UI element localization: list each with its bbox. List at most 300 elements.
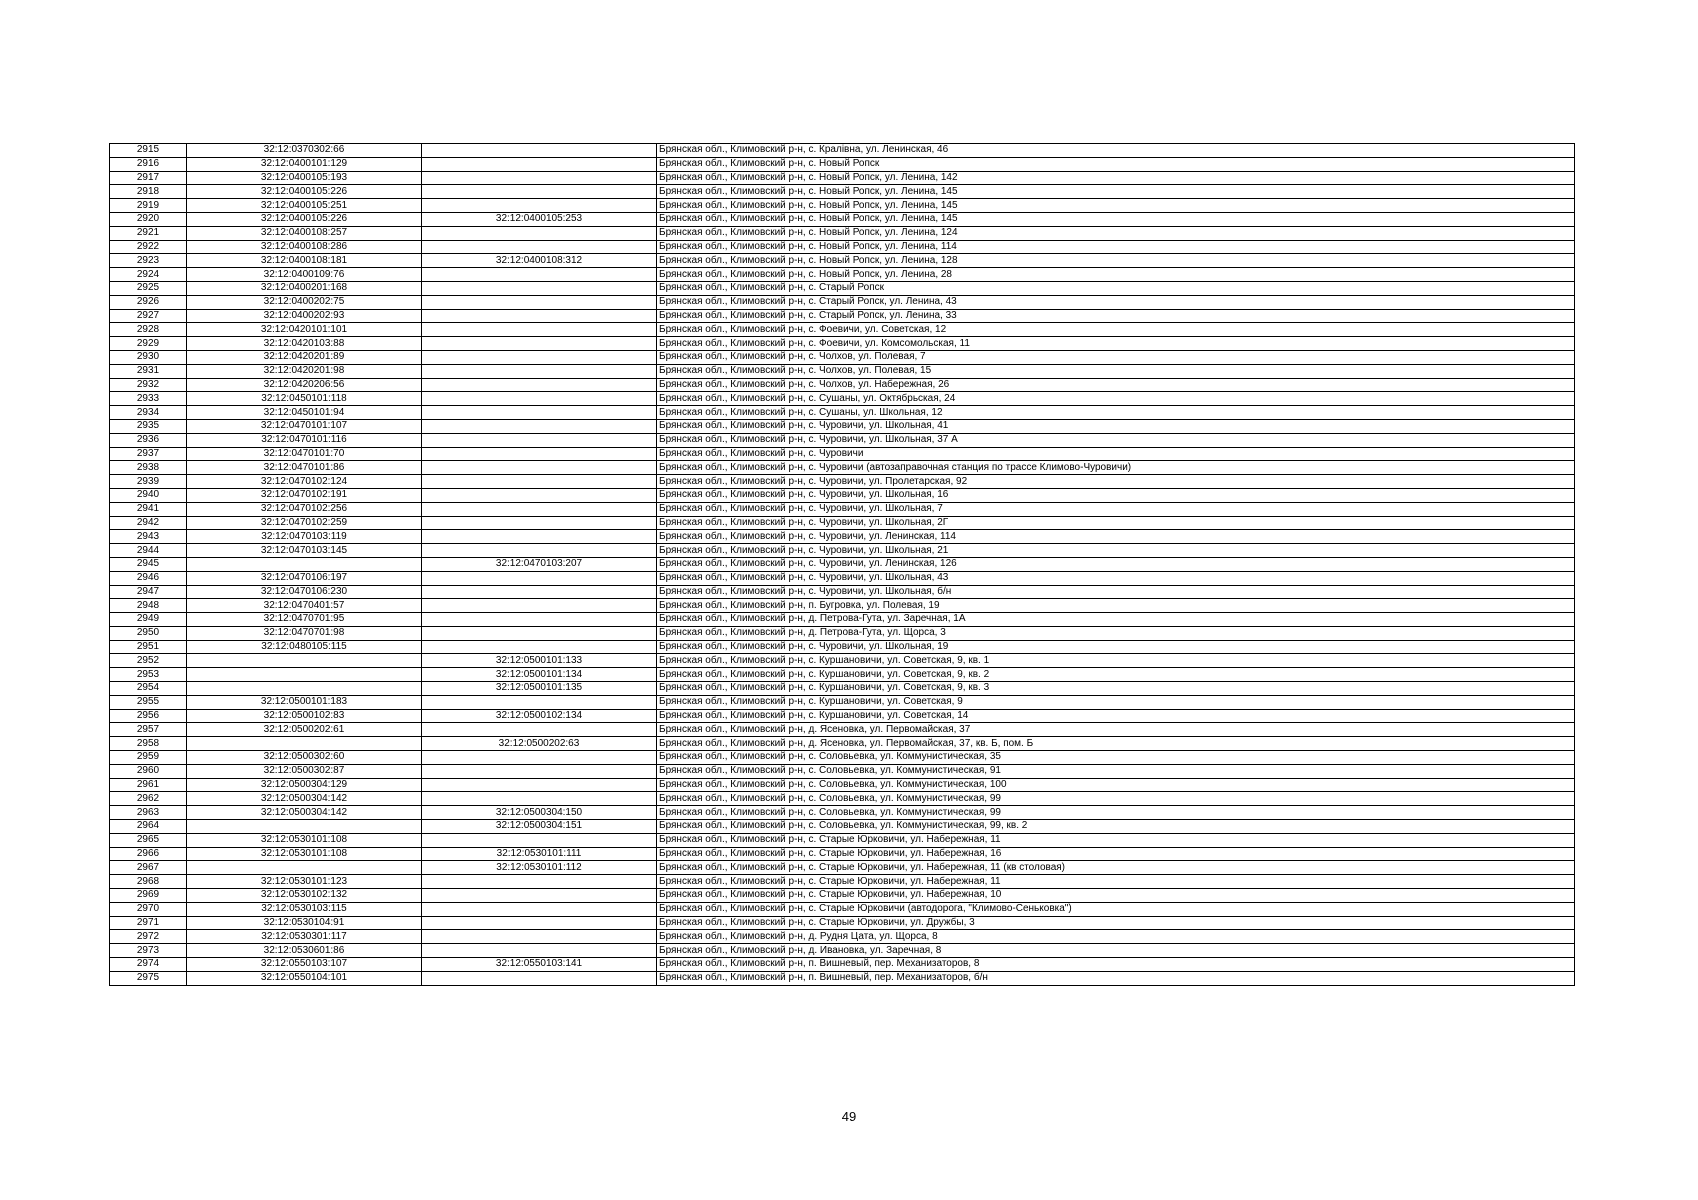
table-row [110,323,1575,337]
row-number-cell: 2973 [110,944,187,958]
address-cell: Брянская обл., Климовский р-н, с. Новый Ропск, ул. Ленина, 145 [657,199,1575,213]
row-number-cell: 2933 [110,392,187,406]
table-row [110,254,1575,268]
address-cell: Брянская обл., Климовский р-н, с. Чуровичи (автозаправочная станция по трассе Климово-Чуровичи) [657,461,1575,475]
linked-cadastral-number-cell [422,751,657,765]
linked-cadastral-number-cell [422,585,657,599]
row-number-cell: 2934 [110,406,187,420]
row-number-cell: 2942 [110,516,187,530]
linked-cadastral-number-cell [422,640,657,654]
cadastral-number-cell [187,682,422,696]
row-number-cell: 2931 [110,364,187,378]
linked-cadastral-number-cell [422,295,657,309]
linked-cadastral-number-cell [422,268,657,282]
address-cell: Брянская обл., Климовский р-н, с. Соловьевка, ул. Коммунистическая, 100 [657,778,1575,792]
table-row [110,916,1575,930]
address-cell: Брянская обл., Климовский р-н, с. Соловьевка, ул. Коммунистическая, 99 [657,792,1575,806]
cadastral-number-cell: 32:12:0450101:94 [187,406,422,420]
row-number-cell: 2945 [110,557,187,571]
table-row [110,806,1575,820]
address-cell: Брянская обл., Климовский р-н, с. Старые Юрковичи, ул. Набережная, 11 (кв столовая) [657,861,1575,875]
table-row [110,433,1575,447]
address-cell: Брянская обл., Климовский р-н, с. Старые Юрковичи, ул. Набережная, 11 [657,833,1575,847]
cadastral-number-cell: 32:12:0400105:193 [187,171,422,185]
table-row [110,944,1575,958]
cadastral-number-cell [187,654,422,668]
address-cell: Брянская обл., Климовский р-н, д. Петрова-Гута, ул. Заречная, 1А [657,613,1575,627]
table-row [110,185,1575,199]
address-cell: Брянская обл., Климовский р-н, с. Куршановичи, ул. Советская, 9, кв. 1 [657,654,1575,668]
row-number-cell: 2972 [110,930,187,944]
row-number-cell: 2975 [110,971,187,985]
row-number-cell: 2938 [110,461,187,475]
row-number-cell: 2926 [110,295,187,309]
table-row [110,889,1575,903]
row-number-cell: 2950 [110,626,187,640]
table-row [110,571,1575,585]
row-number-cell: 2922 [110,240,187,254]
table-row [110,833,1575,847]
row-number-cell: 2969 [110,889,187,903]
cadastral-number-cell: 32:12:0420101:101 [187,323,422,337]
address-cell: Брянская обл., Климовский р-н, с. Чуровичи, ул. Школьная, 16 [657,488,1575,502]
linked-cadastral-number-cell [422,544,657,558]
address-cell: Брянская обл., Климовский р-н, с. Сушаны, ул. Школьная, 12 [657,406,1575,420]
table-row [110,461,1575,475]
cadastral-number-cell: 32:12:0550104:101 [187,971,422,985]
row-number-cell: 2943 [110,530,187,544]
cadastral-number-cell: 32:12:0400108:257 [187,226,422,240]
linked-cadastral-number-cell [422,516,657,530]
table-row [110,861,1575,875]
address-cell: Брянская обл., Климовский р-н, с. Старые Юрковичи, ул. Набережная, 11 [657,875,1575,889]
linked-cadastral-number-cell [422,199,657,213]
linked-cadastral-number-cell: 32:12:0470103:207 [422,557,657,571]
cadastral-number-cell: 32:12:0470101:116 [187,433,422,447]
linked-cadastral-number-cell [422,930,657,944]
row-number-cell: 2939 [110,475,187,489]
row-number-cell: 2952 [110,654,187,668]
row-number-cell: 2955 [110,695,187,709]
linked-cadastral-number-cell: 32:12:0500304:151 [422,820,657,834]
page-number: 49 [841,1109,857,1124]
row-number-cell: 2974 [110,958,187,972]
address-cell: Брянская обл., Климовский р-н, с. Чуровичи, ул. Школьная, 41 [657,419,1575,433]
address-cell: Брянская обл., Климовский р-н, с. Чуровичи, ул. Школьная, б/н [657,585,1575,599]
address-cell: Брянская обл., Климовский р-н, с. Куршановичи, ул. Советская, 14 [657,709,1575,723]
linked-cadastral-number-cell [422,488,657,502]
table-row [110,337,1575,351]
row-number-cell: 2920 [110,212,187,226]
cadastral-number-cell: 32:12:0470101:86 [187,461,422,475]
linked-cadastral-number-cell [422,240,657,254]
cadastral-number-cell [187,737,422,751]
address-cell: Брянская обл., Климовский р-н, с. Чуровичи, ул. Школьная, 21 [657,544,1575,558]
cadastral-number-cell: 32:12:0400202:75 [187,295,422,309]
table-row [110,378,1575,392]
cadastral-number-cell: 32:12:0530101:108 [187,847,422,861]
linked-cadastral-number-cell: 32:12:0550103:141 [422,958,657,972]
table-row [110,350,1575,364]
linked-cadastral-number-cell: 32:12:0500304:150 [422,806,657,820]
cadastral-number-cell: 32:12:0500102:83 [187,709,422,723]
row-number-cell: 2935 [110,419,187,433]
registry-table-body [110,144,1575,986]
address-cell: Брянская обл., Климовский р-н, д. Петрова-Гута, ул. Щорса, 3 [657,626,1575,640]
table-row [110,668,1575,682]
address-cell: Брянская обл., Климовский р-н, с. Куршановичи, ул. Советская, 9, кв. 2 [657,668,1575,682]
cadastral-number-cell: 32:12:0500302:87 [187,764,422,778]
table-row [110,502,1575,516]
address-cell: Брянская обл., Климовский р-н, д. Ивановка, ул. Заречная, 8 [657,944,1575,958]
address-cell: Брянская обл., Климовский р-н, с. Куршановичи, ул. Советская, 9 [657,695,1575,709]
row-number-cell: 2957 [110,723,187,737]
address-cell: Брянская обл., Климовский р-н, с. Чуровичи, ул. Школьная, 43 [657,571,1575,585]
table-row [110,419,1575,433]
cadastral-number-cell: 32:12:0530101:108 [187,833,422,847]
table-row [110,778,1575,792]
address-cell: Брянская обл., Климовский р-н, с. Соловьевка, ул. Коммунистическая, 99, кв. 2 [657,820,1575,834]
address-cell: Брянская обл., Климовский р-н, с. Старый Ропск, ул. Ленина, 43 [657,295,1575,309]
table-row [110,640,1575,654]
cadastral-number-cell: 32:12:0470106:230 [187,585,422,599]
address-cell: Брянская обл., Климовский р-н, с. Чуровичи, ул. Школьная, 37 А [657,433,1575,447]
cadastral-number-cell: 32:12:0470102:191 [187,488,422,502]
table-row [110,544,1575,558]
linked-cadastral-number-cell [422,144,657,158]
table-row [110,682,1575,696]
table-row [110,144,1575,158]
linked-cadastral-number-cell [422,916,657,930]
cadastral-number-cell: 32:12:0480105:115 [187,640,422,654]
row-number-cell: 2924 [110,268,187,282]
cadastral-number-cell: 32:12:0530103:115 [187,902,422,916]
cadastral-number-cell: 32:12:0400109:76 [187,268,422,282]
registry-table [109,143,1575,986]
cadastral-number-cell: 32:12:0500202:61 [187,723,422,737]
address-cell: Брянская обл., Климовский р-н, с. Новый Ропск, ул. Ленина, 128 [657,254,1575,268]
table-row [110,226,1575,240]
address-cell: Брянская обл., Климовский р-н, с. Соловьевка, ул. Коммунистическая, 35 [657,751,1575,765]
table-row [110,958,1575,972]
table-row [110,157,1575,171]
table-row [110,792,1575,806]
cadastral-number-cell: 32:12:0370302:66 [187,144,422,158]
row-number-cell: 2968 [110,875,187,889]
row-number-cell: 2959 [110,751,187,765]
linked-cadastral-number-cell [422,323,657,337]
linked-cadastral-number-cell: 32:12:0500101:134 [422,668,657,682]
linked-cadastral-number-cell [422,378,657,392]
row-number-cell: 2921 [110,226,187,240]
address-cell: Брянская обл., Климовский р-н, п. Бугровка, ул. Полевая, 19 [657,599,1575,613]
cadastral-number-cell: 32:12:0530102:132 [187,889,422,903]
cadastral-number-cell: 32:12:0420201:98 [187,364,422,378]
row-number-cell: 2925 [110,281,187,295]
address-cell: Брянская обл., Климовский р-н, с. Старые Юрковичи, ул. Дружбы, 3 [657,916,1575,930]
table-row [110,626,1575,640]
cadastral-number-cell: 32:12:0470101:70 [187,447,422,461]
linked-cadastral-number-cell [422,792,657,806]
linked-cadastral-number-cell: 32:12:0400108:312 [422,254,657,268]
table-row [110,723,1575,737]
address-cell: Брянская обл., Климовский р-н, с. Чуровичи, ул. Школьная, 19 [657,640,1575,654]
linked-cadastral-number-cell: 32:12:0500102:134 [422,709,657,723]
linked-cadastral-number-cell [422,778,657,792]
row-number-cell: 2946 [110,571,187,585]
row-number-cell: 2961 [110,778,187,792]
cadastral-number-cell: 32:12:0400201:168 [187,281,422,295]
table-row [110,212,1575,226]
row-number-cell: 2949 [110,613,187,627]
row-number-cell: 2953 [110,668,187,682]
cadastral-number-cell: 32:12:0400101:129 [187,157,422,171]
row-number-cell: 2930 [110,350,187,364]
row-number-cell: 2928 [110,323,187,337]
linked-cadastral-number-cell [422,502,657,516]
address-cell: Брянская обл., Климовский р-н, с. Чуровичи, ул. Школьная, 2Г [657,516,1575,530]
table-row [110,751,1575,765]
table-row [110,447,1575,461]
address-cell: Брянская обл., Климовский р-н, с. Чуровичи, ул. Ленинская, 126 [657,557,1575,571]
address-cell: Брянская обл., Климовский р-н, с. Чуровичи, ул. Школьная, 7 [657,502,1575,516]
cadastral-number-cell [187,861,422,875]
table-row [110,392,1575,406]
row-number-cell: 2940 [110,488,187,502]
cadastral-number-cell: 32:12:0500304:142 [187,806,422,820]
address-cell: Брянская обл., Климовский р-н, с. Чолхов, ул. Набережная, 26 [657,378,1575,392]
address-cell: Брянская обл., Климовский р-н, с. Кралівна, ул. Ленинская, 46 [657,144,1575,158]
row-number-cell: 2960 [110,764,187,778]
cadastral-number-cell: 32:12:0470401:57 [187,599,422,613]
linked-cadastral-number-cell [422,475,657,489]
linked-cadastral-number-cell [422,281,657,295]
linked-cadastral-number-cell: 32:12:0530101:112 [422,861,657,875]
table-row [110,557,1575,571]
address-cell: Брянская обл., Климовский р-н, п. Вишневый, пер. Механизаторов, б/н [657,971,1575,985]
address-cell: Брянская обл., Климовский р-н, с. Чуровичи, ул. Ленинская, 114 [657,530,1575,544]
table-row [110,488,1575,502]
cadastral-number-cell: 32:12:0530301:117 [187,930,422,944]
linked-cadastral-number-cell [422,447,657,461]
linked-cadastral-number-cell: 32:12:0500101:135 [422,682,657,696]
linked-cadastral-number-cell [422,889,657,903]
table-row [110,820,1575,834]
row-number-cell: 2967 [110,861,187,875]
table-row [110,654,1575,668]
cadastral-number-cell: 32:12:0420201:89 [187,350,422,364]
cadastral-number-cell: 32:12:0470102:259 [187,516,422,530]
row-number-cell: 2965 [110,833,187,847]
row-number-cell: 2954 [110,682,187,696]
cadastral-number-cell: 32:12:0400108:181 [187,254,422,268]
cadastral-number-cell: 32:12:0470103:119 [187,530,422,544]
linked-cadastral-number-cell [422,171,657,185]
table-row [110,613,1575,627]
address-cell: Брянская обл., Климовский р-н, с. Новый Ропск, ул. Ленина, 124 [657,226,1575,240]
linked-cadastral-number-cell [422,723,657,737]
table-row [110,737,1575,751]
row-number-cell: 2962 [110,792,187,806]
address-cell: Брянская обл., Климовский р-н, с. Новый Ропск, ул. Ленина, 114 [657,240,1575,254]
table-row [110,875,1575,889]
row-number-cell: 2944 [110,544,187,558]
cadastral-number-cell: 32:12:0470103:145 [187,544,422,558]
address-cell: Брянская обл., Климовский р-н, с. Фоевичи, ул. Советская, 12 [657,323,1575,337]
address-cell: Брянская обл., Климовский р-н, с. Чолхов, ул. Полевая, 7 [657,350,1575,364]
cadastral-number-cell: 32:12:0470101:107 [187,419,422,433]
linked-cadastral-number-cell [422,461,657,475]
linked-cadastral-number-cell: 32:12:0530101:111 [422,847,657,861]
linked-cadastral-number-cell [422,833,657,847]
row-number-cell: 2947 [110,585,187,599]
row-number-cell: 2964 [110,820,187,834]
table-row [110,764,1575,778]
table-row [110,309,1575,323]
linked-cadastral-number-cell [422,530,657,544]
row-number-cell: 2927 [110,309,187,323]
linked-cadastral-number-cell [422,337,657,351]
table-row [110,695,1575,709]
table-row [110,585,1575,599]
address-cell: Брянская обл., Климовский р-н, с. Старые Юрковичи, ул. Набережная, 16 [657,847,1575,861]
linked-cadastral-number-cell [422,902,657,916]
table-row [110,268,1575,282]
linked-cadastral-number-cell [422,695,657,709]
address-cell: Брянская обл., Климовский р-н, с. Старый Ропск [657,281,1575,295]
row-number-cell: 2918 [110,185,187,199]
address-cell: Брянская обл., Климовский р-н, с. Старые Юрковичи (автодорога, "Климово-Сеньковка") [657,902,1575,916]
cadastral-number-cell [187,820,422,834]
cadastral-number-cell: 32:12:0420103:88 [187,337,422,351]
row-number-cell: 2971 [110,916,187,930]
address-cell: Брянская обл., Климовский р-н, с. Чолхов, ул. Полевая, 15 [657,364,1575,378]
table-row [110,530,1575,544]
cadastral-number-cell: 32:12:0400105:226 [187,212,422,226]
address-cell: Брянская обл., Климовский р-н, с. Чуровичи [657,447,1575,461]
cadastral-number-cell: 32:12:0550103:107 [187,958,422,972]
cadastral-number-cell: 32:12:0470106:197 [187,571,422,585]
address-cell: Брянская обл., Климовский р-н, с. Соловьевка, ул. Коммунистическая, 99 [657,806,1575,820]
linked-cadastral-number-cell [422,599,657,613]
table-row [110,406,1575,420]
linked-cadastral-number-cell [422,157,657,171]
linked-cadastral-number-cell [422,433,657,447]
row-number-cell: 2923 [110,254,187,268]
address-cell: Брянская обл., Климовский р-н, с. Новый Ропск, ул. Ленина, 145 [657,185,1575,199]
linked-cadastral-number-cell [422,309,657,323]
cadastral-number-cell: 32:12:0470102:124 [187,475,422,489]
linked-cadastral-number-cell [422,185,657,199]
linked-cadastral-number-cell [422,406,657,420]
linked-cadastral-number-cell [422,392,657,406]
row-number-cell: 2948 [110,599,187,613]
linked-cadastral-number-cell [422,226,657,240]
table-row [110,599,1575,613]
linked-cadastral-number-cell [422,944,657,958]
row-number-cell: 2932 [110,378,187,392]
address-cell: Брянская обл., Климовский р-н, с. Старый Ропск, ул. Ленина, 33 [657,309,1575,323]
linked-cadastral-number-cell [422,419,657,433]
row-number-cell: 2966 [110,847,187,861]
cadastral-number-cell: 32:12:0500304:142 [187,792,422,806]
linked-cadastral-number-cell [422,875,657,889]
table-row [110,516,1575,530]
linked-cadastral-number-cell [422,350,657,364]
table-row [110,199,1575,213]
cadastral-number-cell: 32:12:0470701:98 [187,626,422,640]
table-row [110,364,1575,378]
cadastral-number-cell: 32:12:0530101:123 [187,875,422,889]
table-row [110,240,1575,254]
address-cell: Брянская обл., Климовский р-н, п. Вишневый, пер. Механизаторов, 8 [657,958,1575,972]
address-cell: Брянская обл., Климовский р-н, с. Новый Ропск, ул. Ленина, 28 [657,268,1575,282]
row-number-cell: 2917 [110,171,187,185]
address-cell: Брянская обл., Климовский р-н, д. Ясеновка, ул. Первомайская, 37, кв. Б, пом. Б [657,737,1575,751]
table-row [110,902,1575,916]
address-cell: Брянская обл., Климовский р-н, с. Соловьевка, ул. Коммунистическая, 91 [657,764,1575,778]
row-number-cell: 2951 [110,640,187,654]
linked-cadastral-number-cell: 32:12:0500101:133 [422,654,657,668]
address-cell: Брянская обл., Климовский р-н, с. Куршановичи, ул. Советская, 9, кв. 3 [657,682,1575,696]
row-number-cell: 2919 [110,199,187,213]
linked-cadastral-number-cell [422,626,657,640]
cadastral-number-cell: 32:12:0400108:286 [187,240,422,254]
address-cell: Брянская обл., Климовский р-н, с. Новый Ропск, ул. Ленина, 142 [657,171,1575,185]
cadastral-number-cell: 32:12:0470102:256 [187,502,422,516]
table-row [110,295,1575,309]
linked-cadastral-number-cell [422,364,657,378]
linked-cadastral-number-cell [422,764,657,778]
linked-cadastral-number-cell [422,613,657,627]
row-number-cell: 2936 [110,433,187,447]
row-number-cell: 2941 [110,502,187,516]
cadastral-number-cell: 32:12:0450101:118 [187,392,422,406]
address-cell: Брянская обл., Климовский р-н, с. Старые Юрковичи, ул. Набережная, 10 [657,889,1575,903]
row-number-cell: 2963 [110,806,187,820]
cadastral-number-cell: 32:12:0530104:91 [187,916,422,930]
row-number-cell: 2915 [110,144,187,158]
table-row [110,281,1575,295]
cadastral-number-cell: 32:12:0500302:60 [187,751,422,765]
cadastral-number-cell [187,668,422,682]
cadastral-number-cell: 32:12:0400105:226 [187,185,422,199]
table-row [110,475,1575,489]
address-cell: Брянская обл., Климовский р-н, д. Рудня Цата, ул. Щорса, 8 [657,930,1575,944]
row-number-cell: 2970 [110,902,187,916]
address-cell: Брянская обл., Климовский р-н, с. Новый Ропск, ул. Ленина, 145 [657,212,1575,226]
cadastral-number-cell: 32:12:0530601:86 [187,944,422,958]
cadastral-number-cell: 32:12:0400202:93 [187,309,422,323]
linked-cadastral-number-cell: 32:12:0400105:253 [422,212,657,226]
linked-cadastral-number-cell: 32:12:0500202:63 [422,737,657,751]
cadastral-number-cell: 32:12:0500304:129 [187,778,422,792]
cadastral-number-cell: 32:12:0470701:95 [187,613,422,627]
cadastral-number-cell: 32:12:0500101:183 [187,695,422,709]
cadastral-number-cell: 32:12:0400105:251 [187,199,422,213]
address-cell: Брянская обл., Климовский р-н, д. Ясеновка, ул. Первомайская, 37 [657,723,1575,737]
row-number-cell: 2929 [110,337,187,351]
address-cell: Брянская обл., Климовский р-н, с. Чуровичи, ул. Пролетарская, 92 [657,475,1575,489]
row-number-cell: 2956 [110,709,187,723]
address-cell: Брянская обл., Климовский р-н, с. Новый Ропск [657,157,1575,171]
address-cell: Брянская обл., Климовский р-н, с. Сушаны, ул. Октябрьская, 24 [657,392,1575,406]
table-row [110,171,1575,185]
table-row [110,847,1575,861]
row-number-cell: 2937 [110,447,187,461]
cadastral-number-cell [187,557,422,571]
linked-cadastral-number-cell [422,971,657,985]
